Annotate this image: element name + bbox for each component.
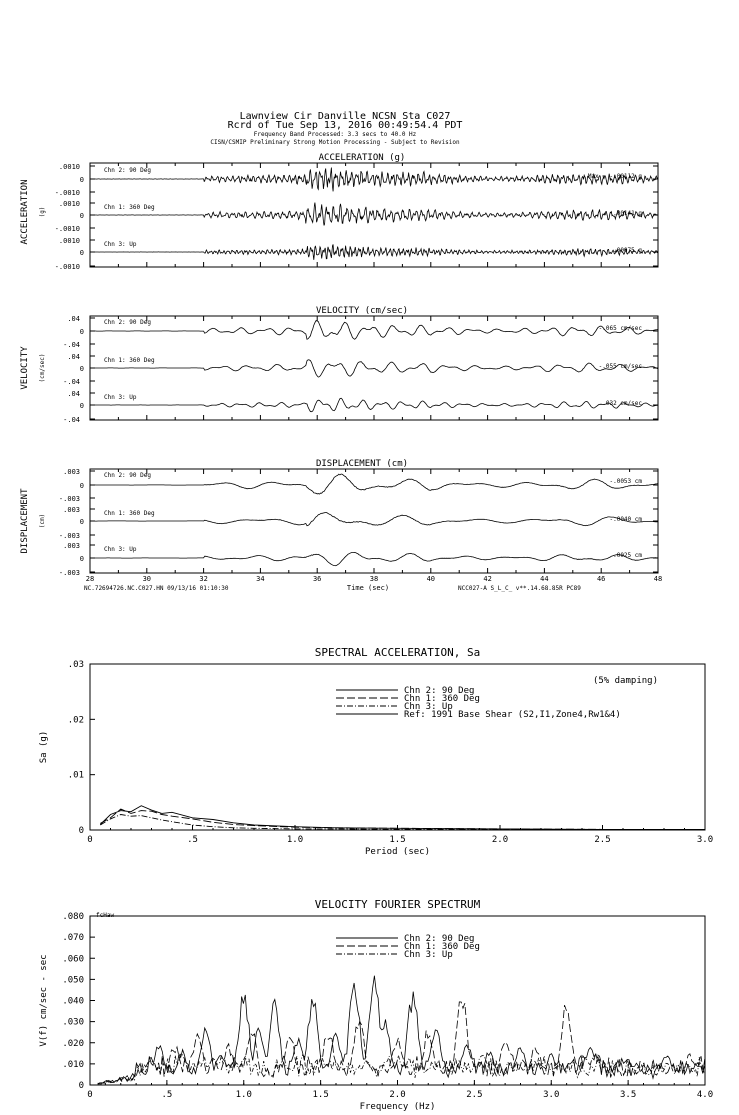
waveform-trace [90, 513, 658, 526]
channel-3 [59, 542, 658, 577]
waveform-trace [90, 398, 658, 412]
spectral-series-3 [100, 815, 705, 830]
channel-name: Chn 3: Up [104, 241, 137, 248]
x-tick-label: 1.5 [389, 835, 406, 845]
y-tick-label: 0 [79, 402, 84, 410]
y-axis-label: V(f) cm/sec - sec [39, 954, 49, 1047]
x-tick-label: 30 [142, 575, 152, 583]
y-tick-label: -.0010 [54, 263, 80, 271]
x-tick-label: 46 [596, 575, 606, 583]
channel-name: Chn 1: 360 Deg [104, 357, 155, 364]
legend-entry: Chn 1: 360 Deg [404, 694, 480, 704]
x-tick-label: 1.0 [286, 835, 304, 845]
x-tick-label: 0 [87, 1090, 93, 1100]
chart-frame [90, 664, 705, 830]
peak-label: -.0040 cm [609, 516, 642, 523]
x-tick-label: 2.0 [389, 1090, 406, 1100]
y-tick-label: .04 [67, 315, 80, 323]
header-line-1: Lawnview Cir Danville NCSN Sta C027 [239, 111, 451, 122]
x-tick-label: 3.0 [543, 1090, 560, 1100]
waveform-trace [90, 321, 658, 340]
x-tick-label: 1.5 [312, 1090, 329, 1100]
panel-3 [20, 459, 662, 592]
header-line-3: Frequency Band Processed: 3.3 secs to 40.0 Hz [253, 131, 417, 138]
peak-label: Max = -.00112 g [587, 173, 642, 180]
x-axis-label: Time (sec) [346, 584, 390, 592]
y-tick-label: -.003 [58, 532, 80, 540]
panel-2 [20, 306, 658, 424]
y-tick-label: 0 [79, 518, 84, 526]
channel-name: Chn 1: 360 Deg [104, 204, 155, 211]
panel-title: VELOCITY (cm/sec) [315, 306, 409, 316]
y-tick-label: 0 [78, 1081, 84, 1091]
y-tick-label: 0 [79, 328, 84, 336]
peak-label: .0025 cm [613, 552, 642, 559]
channel-name: Chn 3: Up [104, 546, 137, 553]
waveform-panels [20, 153, 662, 592]
x-tick-label: 2.5 [594, 835, 611, 845]
waveform-trace [90, 474, 658, 494]
peak-label: .00141 g [613, 210, 642, 217]
channel-3 [55, 237, 658, 271]
x-axis-label: Period (sec) [364, 847, 431, 857]
legend-entry: Chn 1: 360 Deg [404, 942, 480, 952]
x-tick-label: 3.0 [696, 835, 714, 845]
corner-label: fcHaw [96, 912, 115, 919]
damping-note: (5% damping) [592, 676, 658, 686]
side-label: DISPLACEMENT [20, 488, 30, 554]
chart-title: SPECTRAL ACCELERATION, Sa [314, 646, 481, 659]
x-tick-label: 40 [426, 575, 436, 583]
x-tick-label: 1.0 [235, 1090, 252, 1100]
chart-frame [90, 916, 705, 1085]
peak-label: .032 cm/sec [602, 400, 642, 407]
waveform-trace [90, 203, 657, 226]
x-tick-label: 44 [540, 575, 549, 583]
y-tick-label: .003 [63, 468, 80, 476]
y-tick-label: -.003 [58, 495, 80, 503]
y-tick-label: -.0010 [54, 189, 80, 197]
channel-name: Chn 2: 90 Deg [104, 319, 151, 326]
x-tick-label: 2.5 [466, 1090, 483, 1100]
y-tick-label: .020 [62, 1038, 84, 1049]
panel-title: ACCELERATION (g) [318, 153, 406, 163]
legend-entry: Chn 3: Up [404, 950, 453, 960]
y-axis-label: Sa (g) [39, 730, 49, 764]
x-tick-label: 32 [199, 575, 208, 583]
y-tick-label: -.003 [58, 569, 80, 577]
y-tick-label: .080 [62, 912, 84, 922]
channel-2 [59, 506, 658, 540]
y-tick-label: .010 [62, 1059, 84, 1070]
y-tick-label: 0 [79, 249, 84, 257]
side-unit: (cm) [39, 513, 46, 529]
peak-label: -.0053 cm [609, 478, 642, 485]
side-label: ACCELERATION [20, 179, 30, 245]
channel-1 [55, 163, 658, 197]
y-tick-label: .0010 [58, 237, 80, 245]
y-tick-label: .0010 [58, 163, 80, 171]
peak-label: .00075 g [613, 247, 642, 254]
legend-entry: Ref: 1991 Base Shear (S2,I1,Zone4,Rw1&4) [404, 710, 621, 720]
spectral-acceleration-chart [39, 646, 713, 857]
y-tick-label: .03 [67, 660, 84, 670]
legend-entry: Chn 3: Up [404, 702, 453, 712]
waveform-trace [90, 360, 658, 377]
y-tick-label: -.04 [63, 416, 80, 424]
x-tick-label: 2.0 [491, 835, 509, 845]
y-tick-label: .040 [62, 996, 84, 1007]
y-tick-label: .01 [67, 770, 84, 781]
chart-title: VELOCITY FOURIER SPECTRUM [314, 898, 481, 911]
x-axis-label: Frequency (Hz) [359, 1102, 436, 1112]
y-tick-label: -.0010 [54, 225, 80, 233]
side-unit: (cm/sec) [39, 353, 46, 383]
spectral-series-2 [100, 809, 705, 829]
x-tick-label: 0 [87, 835, 93, 845]
x-tick-label: 48 [653, 575, 663, 583]
channel-2 [63, 353, 658, 386]
y-tick-label: .04 [67, 390, 80, 398]
peak-label: -.055 cm/sec [598, 363, 642, 370]
y-tick-label: 0 [79, 555, 84, 563]
x-tick-label: 34 [256, 575, 265, 583]
y-tick-label: 0 [79, 212, 84, 220]
y-tick-label: .003 [63, 542, 80, 550]
channel-name: Chn 2: 90 Deg [104, 167, 151, 174]
channel-name: Chn 3: Up [104, 394, 137, 401]
x-tick-label: 38 [369, 575, 379, 583]
panel-title: DISPLACEMENT (cm) [315, 459, 409, 469]
spectral-series-1 [100, 806, 705, 830]
x-tick-label: .5 [187, 835, 198, 845]
channel-name: Chn 2: 90 Deg [104, 472, 151, 479]
y-tick-label: .0010 [58, 200, 80, 208]
y-tick-label: .070 [62, 933, 84, 944]
y-tick-label: -.04 [63, 378, 80, 386]
y-tick-label: .050 [62, 975, 84, 986]
velocity-fourier-chart [39, 898, 713, 1112]
channel-3 [63, 390, 658, 424]
y-tick-label: .003 [63, 506, 80, 514]
waveform-trace [90, 244, 657, 259]
y-tick-label: 0 [79, 482, 84, 490]
footer-left: NC.72694726.NC.C027.HN 09/13/16 01:10:30 [84, 585, 229, 592]
legend-entry: Chn 2: 90 Deg [404, 934, 475, 944]
y-tick-label: .04 [67, 353, 80, 361]
header-line-2: Rcrd of Tue Sep 13, 2016 00:49:54.4 PDT [227, 120, 463, 131]
x-tick-label: 3.5 [619, 1090, 637, 1100]
y-tick-label: 0 [79, 176, 84, 184]
legend-entry: Chn 2: 90 Deg [404, 686, 475, 696]
channel-2 [55, 200, 658, 233]
waveform-trace [90, 168, 657, 192]
panel-1 [20, 153, 658, 271]
side-label: VELOCITY [20, 346, 30, 390]
waveform-trace [90, 552, 658, 565]
y-tick-label: -.04 [63, 341, 80, 349]
footer-right: NCC027-A S_L_C_ v**.14.68.85R PC89 [458, 585, 581, 592]
y-tick-label: 0 [78, 826, 84, 836]
peak-label: -.065 cm/sec [598, 325, 642, 332]
y-tick-label: .060 [62, 954, 84, 965]
x-tick-label: 42 [483, 575, 492, 583]
channel-1 [59, 468, 658, 503]
side-unit: (g) [39, 206, 46, 218]
header-line-4: CISN/CSMIP Preliminary Strong Motion Processing - Subject to Revision [210, 139, 460, 146]
y-tick-label: 0 [79, 365, 84, 373]
channel-1 [63, 315, 658, 349]
y-tick-label: .02 [67, 715, 84, 726]
channel-name: Chn 1: 360 Deg [104, 510, 155, 517]
x-tick-label: 36 [312, 575, 322, 583]
x-tick-label: .5 [161, 1090, 173, 1100]
y-tick-label: .030 [62, 1017, 84, 1028]
x-tick-label: 28 [85, 575, 95, 583]
x-tick-label: 4.0 [696, 1090, 714, 1100]
